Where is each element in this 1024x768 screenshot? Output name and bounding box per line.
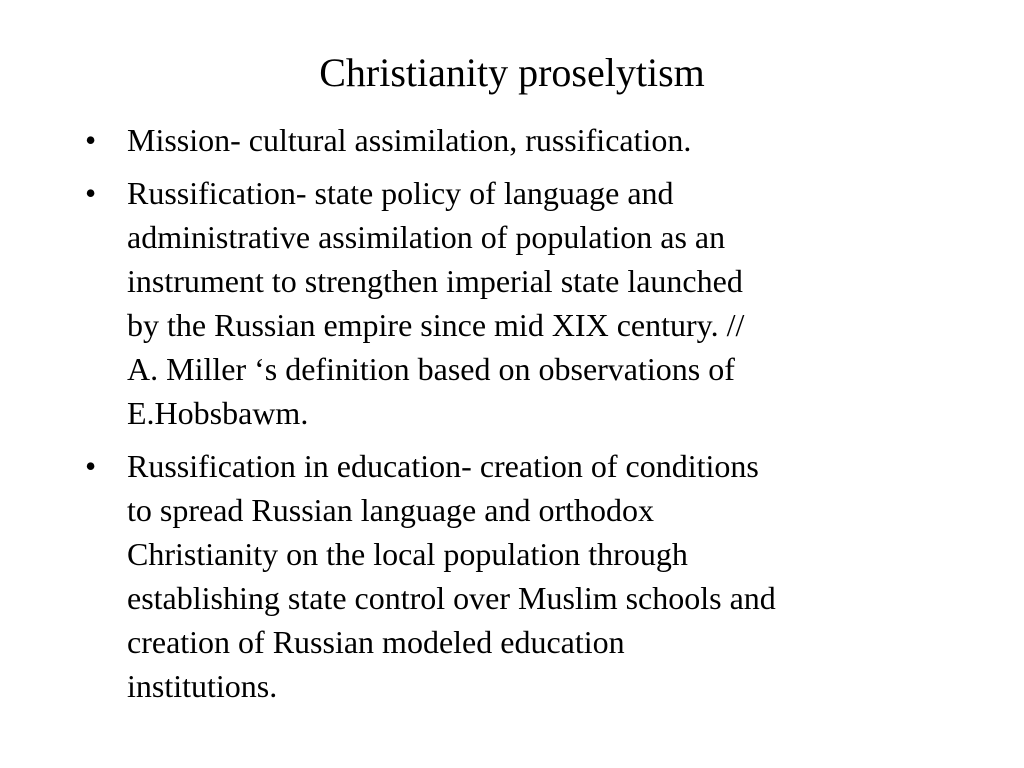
bullet-line: Christianity on the local population through [127,536,688,572]
bullet-line: E.Hobsbawm. [127,395,309,431]
bullet-line: Russification in education- creation of conditions [127,448,759,484]
bullet-line: administrative assimilation of population as an [127,219,726,255]
bullet-item-mission [85,118,945,162]
slide-title: Christianity proselytism [319,50,705,95]
bullet-icon: • [85,175,97,211]
bullet-icon: • [85,448,97,484]
bullet-line: A. Miller ‘s definition based on observations of [127,351,735,387]
bullet-line: to spread Russian language and orthodox [127,492,654,528]
bullet-item-russification-definition [85,171,945,435]
bullet-line: creation of Russian modeled education [127,624,625,660]
bullet-line: Mission- cultural assimilation, russification. [127,122,692,158]
bullet-line: by the Russian empire since mid XIX century. // [127,307,745,343]
bullet-item-russification-education [85,444,945,708]
bullet-icon: • [85,122,97,158]
bullet-line: instrument to strengthen imperial state launched [127,263,743,299]
bullet-line: institutions. [127,668,278,704]
bullet-line: establishing state control over Muslim schools and [127,580,776,616]
bullet-line: Russification- state policy of language and [127,175,674,211]
bullet-list [85,118,945,708]
